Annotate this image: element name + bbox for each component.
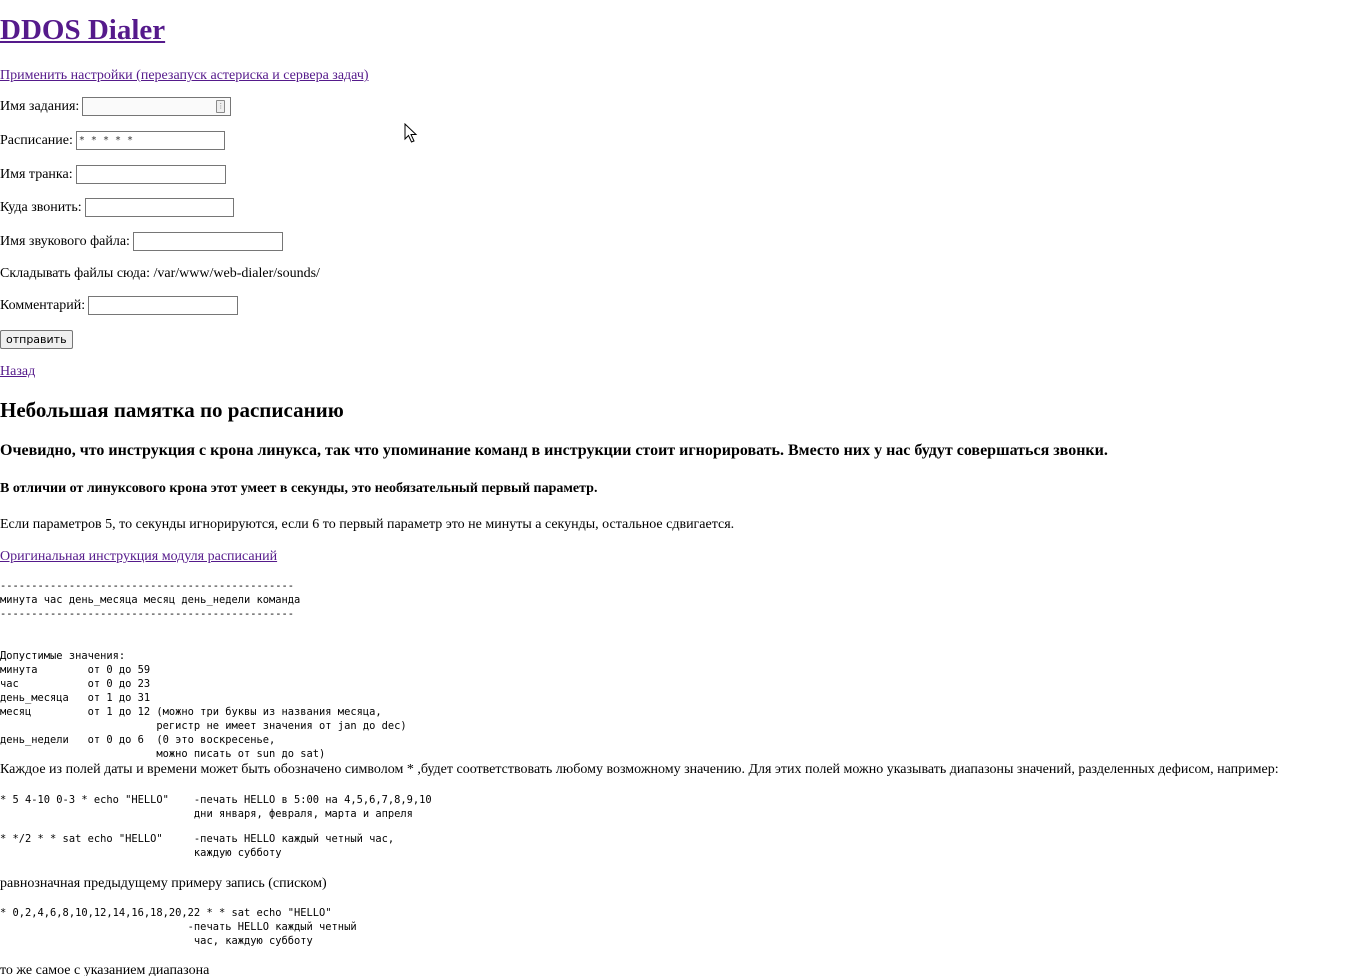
site-title-link[interactable]: DDOS Dialer xyxy=(0,14,166,46)
example-1: * 5 4-10 0-3 * echo "HELLO" -печать HELLO в 5:00 на 4,5,6,7,8,9,10 дни января, февраля, марта и апреля xyxy=(0,794,432,820)
example-2: * */2 * * sat echo "HELLO" -печать HELLO каждый четный час, каждую субботу xyxy=(0,833,395,859)
task-name-input[interactable] xyxy=(82,97,231,116)
cron-fields-block: ----------------------------------------------- минута час день_месяца месяц день_недели команда ----------------------------------------------- Допустимые значения: минута от 0 до 59 час от 0 до 23 день_месяца от 1 до 31 месяц от 1 до 12 (можно три буквы из названия месяца, регистр не имеет значения от jan до dec) день_недели от 0 до 6 (0 это воскресенье, можно писать от sun до sat) xyxy=(0,580,407,760)
memo-heading: Небольшая памятка по расписанию xyxy=(0,398,344,422)
files-note: Складывать файлы сюда: /var/www/web-dialer/sounds/ xyxy=(0,266,320,281)
page-title xyxy=(0,12,165,48)
task-name-field xyxy=(82,97,231,116)
range-note: то же самое с указанием диапазона xyxy=(0,963,210,976)
trunk-row xyxy=(0,165,226,184)
task-name-label: Имя задания: xyxy=(0,98,80,114)
apply-settings-row xyxy=(0,67,369,85)
task-name-row xyxy=(0,97,231,116)
dial-to-input[interactable] xyxy=(85,198,234,217)
memo-heading-wrap xyxy=(0,397,344,423)
memo-subheading-1: Очевидно, что инструкция с крона линукса, так что упоминание команд в инструкции стоит игнорировать. Вместо них у нас будут совершаться звонки. xyxy=(0,442,1108,459)
example-3: * 0,2,4,6,8,10,12,14,16,18,20,22 * * sat echo "HELLO" -печать HELLO каждый четный час, каждую субботу xyxy=(0,907,357,947)
apply-settings-link[interactable]: Применить настройки (перезапуск астериска и сервера задач) xyxy=(0,68,369,83)
trunk-label: Имя транка: xyxy=(0,166,73,182)
mouse-pointer-icon xyxy=(404,123,418,143)
comment-label: Комментарий: xyxy=(0,297,86,313)
back-row xyxy=(0,363,35,381)
submit-row xyxy=(0,330,73,349)
params-note: Если параметров 5, то секунды игнорируются, если 6 то первый параметр это не минуты а секунды, остальное сдвигается. xyxy=(0,517,735,532)
sound-file-label: Имя звукового файла: xyxy=(0,233,130,249)
dial-to-label: Куда звонить: xyxy=(0,199,82,215)
wildcard-note: Каждое из полей даты и времени может быть обозначено символом * ,будет соответствовать любому возможному значению. Для этих полей можно указывать диапазоны значений, разделенных дефисом, например: xyxy=(0,762,1279,777)
original-docs-row xyxy=(0,548,277,566)
schedule-row xyxy=(0,131,225,150)
list-note: равнозначная предыдущему примеру запись (списком) xyxy=(0,876,327,891)
memo-subheading1-wrap xyxy=(0,441,1108,461)
back-link[interactable]: Назад xyxy=(0,364,36,379)
autofill-key-icon[interactable]: ⋮ xyxy=(216,100,225,113)
comment-input[interactable] xyxy=(88,296,238,315)
sound-file-row xyxy=(0,232,283,251)
sound-file-input[interactable] xyxy=(133,232,283,251)
memo-subheading2-wrap xyxy=(0,480,597,498)
comment-row xyxy=(0,296,238,315)
submit-button[interactable]: отправить xyxy=(0,330,73,349)
dial-to-row xyxy=(0,198,234,217)
trunk-input[interactable] xyxy=(76,165,226,184)
original-docs-link[interactable]: Оригинальная инструкция модуля расписаний xyxy=(0,549,278,564)
memo-subheading-2: В отличии от линуксового крона этот умеет в секунды, это необязательный первый параметр. xyxy=(0,481,598,496)
schedule-input[interactable] xyxy=(76,131,225,150)
schedule-label: Расписание: xyxy=(0,132,73,148)
